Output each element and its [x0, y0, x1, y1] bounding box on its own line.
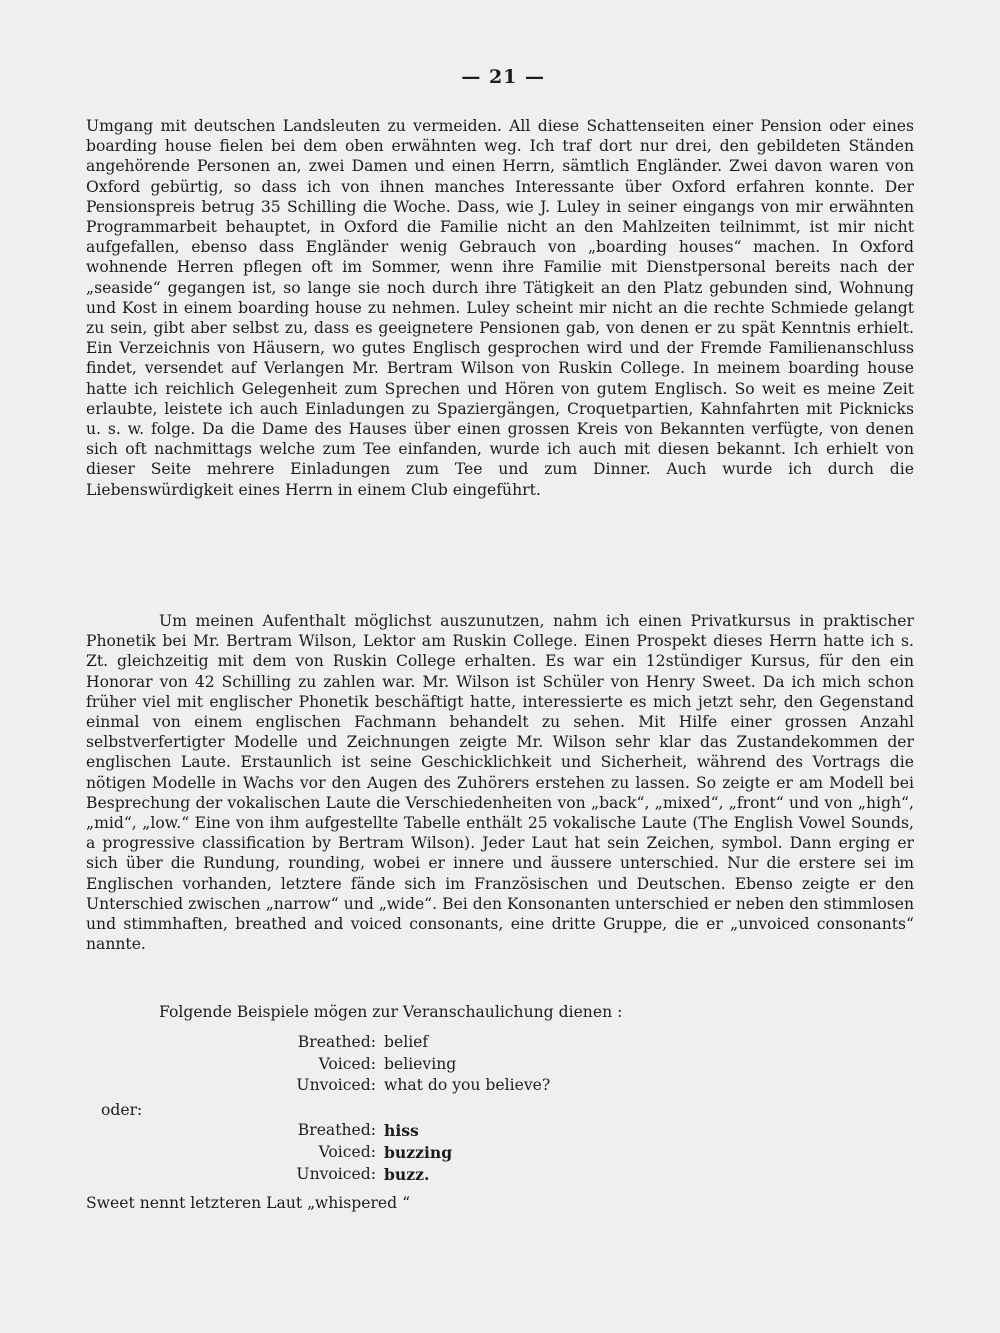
example-label: Unvoiced:: [296, 1165, 376, 1183]
examples-intro: Folgende Beispiele mögen zur Veranschaulichung dienen :: [159, 1003, 623, 1021]
example-word-text: belief: [384, 1033, 429, 1051]
example-label: Voiced:: [318, 1143, 376, 1161]
closing-line: Sweet nennt letzteren Laut „whispered “: [86, 1194, 411, 1212]
example-label: Voiced:: [318, 1055, 376, 1073]
example-word-text: hiss: [384, 1121, 419, 1140]
example-label: Breathed:: [297, 1121, 376, 1139]
example-word-text: what do you believe?: [384, 1076, 551, 1094]
example-word-text: buzz.: [384, 1165, 430, 1184]
paragraph-2: Um meinen Aufenthalt möglichst auszunutzen, nahm ich einen Privatkursus in praktischer Phonetik bei Mr. Bertram Wilson, Lektor am Ruskin College. Einen Prospekt dieses Herrn hatte ich s. Zt. gleichzeitig mit dem von Ruskin College erhalten. Es war ein 12stündiger Kursus, für den ein Honorar von 42 Schilling zu zahlen war. Mr. Wilson ist Schüler von Henry Sweet. Da ich mich schon früher viel mit englischer Phonetik beschäftigt hatte, interessierte es mich jetzt sehr, den Gegenstand einmal von einem englischen Fachmann behandelt zu sehen. Mit Hilfe einer grossen Anzahl selbstverfertigter Modelle und Zeichnungen zeigte Mr. Wilson sehr klar das Zustandekommen der englischen Laute. Erstaunlich ist seine Geschicklichkeit und Sicherheit, während des Vortrags die nötigen Modelle in Wachs vor den Augen des Zuhörers erstehen zu lassen. So zeigte er am Modell bei Besprechung der vokalischen Laute die Verschiedenheiten von „back“, „mixed“, „front“ und von „high“, „mid“, „low.“ Eine von ihm aufgestellte Tabelle enthält 25 vokalische Laute (The English Vowel Sounds, a progressive classification by Bertram Wilson). Jeder Laut hat sein Zeichen, symbol. Dann erging er sich über die Rundung, rounding, wobei er innere und äussere unterschied. Nur die erstere sei im Englischen vorhanden, letztere fände sich im Französischen und Deutschen. Ebenso zeigte er den Unterschied zwischen „narrow“ und „wide“. Bei den Konsonanten unterschied er neben den stimmlosen und stimmhaften, breathed and voiced consonants, eine dritte Gruppe, die er „unvoiced consonants“ nannte.: [86, 612, 914, 954]
paragraph-1: Umgang mit deutschen Landsleuten zu vermeiden. All diese Schattenseiten einer Pension oder eines boarding house fielen bei dem oben erwähnten weg. Ich traf dort nur drei, den gebildeten Ständen angehörende Personen an, zwei Damen und einen Herrn, sämtlich Engländer. Zwei davon waren von Oxford gebürtig, so dass ich von ihnen manches Interessante über Oxford erfahren konnte. Der Pensionspreis betrug 35 Schilling die Woche. Dass, wie J. Luley in seiner eingangs von mir erwähnten Programmarbeit behauptet, in Oxford die Familie nicht an den Mahlzeiten teilnimmt, ist mir nicht aufgefallen, ebenso dass Engländer wenig Gebrauch von „boarding houses“ machen. In Oxford wohnende Herren pflegen oft im Sommer, wenn ihre Familie mit Dienstpersonal bereits nach der „seaside“ gegangen ist, so lange sie noch durch ihre Tätigkeit an den Platz gebunden sind, Wohnung und Kost in einem boarding house zu nehmen. Luley scheint mir nicht an die rechte Schmiede gelangt zu sein, gibt aber selbst zu, dass es geeignetere Pensionen gab, von denen er zu spät Kenntnis erhielt. Ein Verzeichnis von Häusern, wo gutes Englisch gesprochen wird und der Fremde Familienanschluss findet, versendet auf Verlangen Mr. Bertram Wilson von Ruskin College. In meinem boarding house hatte ich reichlich Gelegenheit zum Sprechen und Hören von gutem Englisch. So weit es meine Zeit erlaubte, leistete ich auch Einladungen zu Spaziergängen, Croquetpartien, Kahnfahrten mit Picknicks u. s. w. folge. Da die Dame des Hauses über einen grossen Kreis von Bekannten verfügte, von denen sich oft nachmittags welche zum Tee einfanden, wurde ich auch mit diesen bekannt. Ich erhielt von dieser Seite mehrere Einladungen zum Tee und zum Dinner. Auch wurde ich durch die Liebenswürdigkeit eines Herrn in einem Club eingeführt.: [86, 117, 914, 499]
example-label: Breathed:: [297, 1033, 376, 1051]
oder-label: oder:: [101, 1101, 143, 1119]
example-label: Unvoiced:: [296, 1076, 376, 1094]
page-number: — 21 —: [461, 66, 545, 88]
example-word-text: buzzing: [384, 1143, 453, 1162]
example-word-text: believing: [384, 1055, 457, 1073]
